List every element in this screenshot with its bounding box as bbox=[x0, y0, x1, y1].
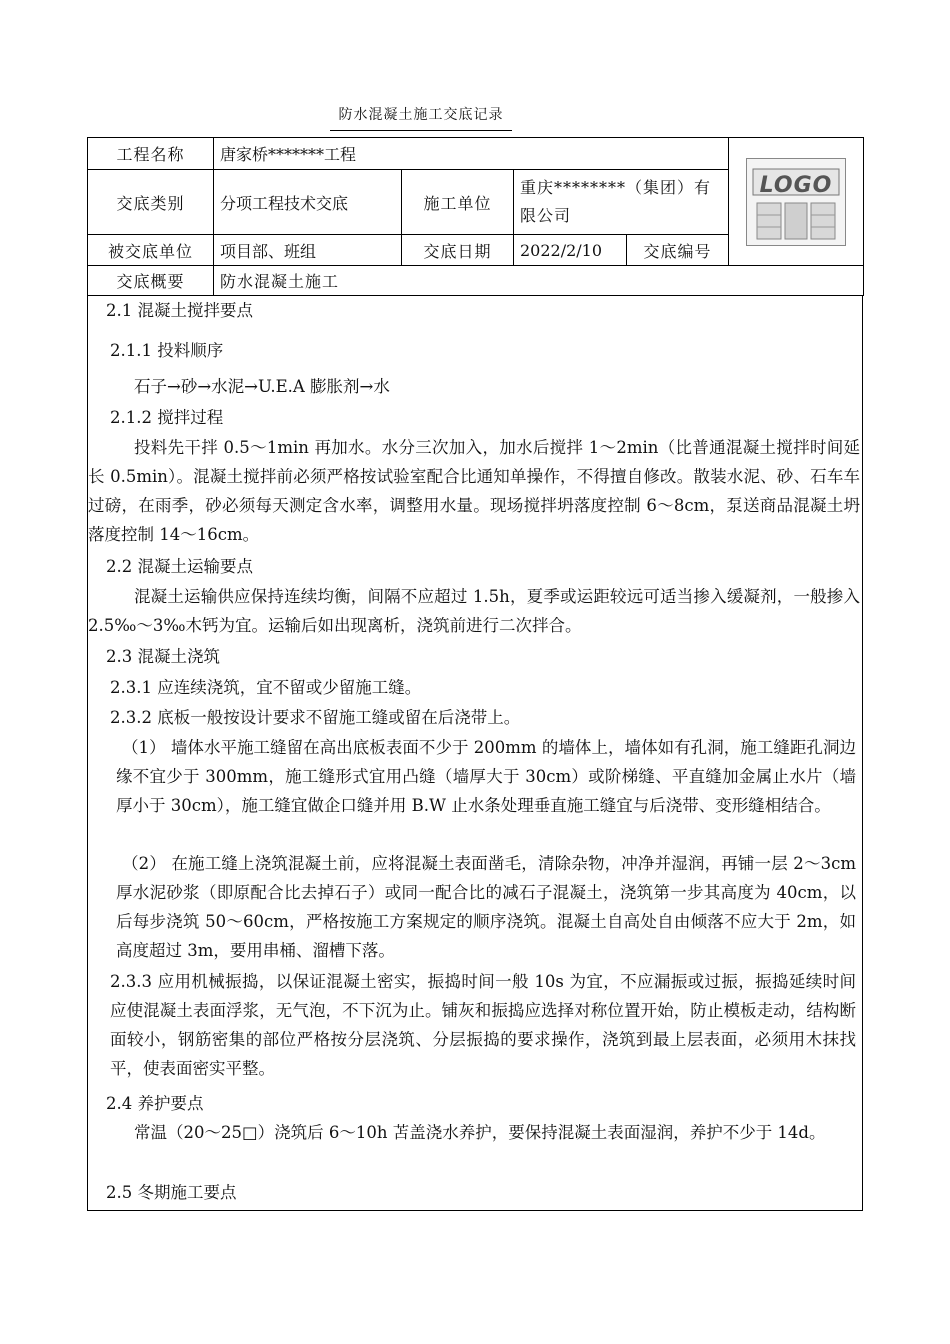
storefront-icon bbox=[747, 159, 845, 245]
content-box bbox=[87, 296, 863, 1211]
type-label: 交底类别 bbox=[88, 170, 214, 235]
logo-cell bbox=[729, 138, 864, 266]
date-value: 2022/2/10 bbox=[514, 235, 627, 266]
summary-label: 交底概要 bbox=[88, 266, 214, 296]
paragraph: 2.3.2 底板一般按设计要求不留施工缝或留在后浇带上。 bbox=[110, 708, 521, 727]
paragraph: 2.3.3 应用机械振捣，以保证混凝土密实，振捣时间一般 10s 为宜，不应漏振或过振，振捣延续时间应使混凝土表面浮浆，无气泡，不下沉为止。铺灰和振捣应选择对称位置开始，防止模板走动，结构断面较小，钢筋密集的部位严格按分层浇筑、分层振捣的要求操作，浇筑到最上层表面，必须用木抹找平，使表面密实平整。 bbox=[110, 972, 856, 1078]
recipient-label: 被交底单位 bbox=[88, 235, 214, 266]
section-heading: 2.2 混凝土运输要点 bbox=[106, 557, 253, 576]
paragraph: 投料先干拌 0.5～1min 再加水。水分三次加入，加水后搅拌 1～2min（比普通混凝土搅拌时间延长 0.5min）。混凝土搅拌前必须严格按试验室配合比通知单操作，不得擅自修改。散装水泥、砂、石车车过磅，在雨季，砂必须每天测定含水率，调整用水量。现场搅拌坍落度控制 6～8cm，泵送商品混凝土坍落度控制 14～16cm。 bbox=[88, 438, 860, 544]
type-value: 分项工程技术交底 bbox=[214, 170, 402, 235]
logo-image bbox=[746, 158, 846, 246]
project-label: 工程名称 bbox=[88, 138, 214, 170]
paragraph: （1） 墙体水平施工缝留在高出底板表面不少于 200mm 的墙体上，墙体如有孔洞，施工缝距孔洞边缘不宜少于 300mm，施工缝形式宜用凸缝（墙厚大于 30cm）或阶梯缝、平直缝加金属止水片（墙厚小于 30cm），施工缝宜做企口缝并用 B.W 止水条处理垂直施工缝宜与后浇带、变形缝相结合。 bbox=[116, 738, 856, 815]
paragraph: 混凝土运输供应保持连续均衡，间隔不应超过 1.5h，夏季或运距较远可适当掺入缓凝剂，一般掺入 2.5‰～3‰木钙为宜。运输后如出现离析，浇筑前进行二次拌合。 bbox=[88, 587, 860, 635]
unit-label: 施工单位 bbox=[402, 170, 514, 235]
unit-value: 重庆********（集团）有限公司 bbox=[514, 170, 729, 235]
section-heading: 2.3 混凝土浇筑 bbox=[106, 647, 220, 666]
document-title: 防水混凝土施工交底记录 bbox=[330, 104, 512, 131]
paragraph: 石子→砂→水泥→U.E.A 膨胀剂→水 bbox=[134, 377, 390, 396]
section-heading: 2.4 养护要点 bbox=[106, 1094, 204, 1113]
paragraph: （2） 在施工缝上浇筑混凝土前，应将混凝土表面凿毛，清除杂物，冲净并湿润，再铺一层 2～3cm 厚水泥砂浆（即原配合比去掉石子）或同一配合比的减石子混凝土，浇筑第一步其高度为 40cm，以后每步浇筑 50～60cm，严格按施工方案规定的顺序浇筑。混凝土自高处自由倾落不应大于 2m，如高度超过 3m，要用串桶、溜槽下落。 bbox=[116, 854, 856, 960]
project-value: 唐家桥*******工程 bbox=[214, 138, 729, 170]
recipient-value: 项目部、班组 bbox=[214, 235, 402, 266]
paragraph: 常温（20～25□）浇筑后 6～10h 苫盖浇水养护，要保持混凝土表面湿润，养护不少于 14d。 bbox=[134, 1123, 826, 1142]
logo-text: LOGO bbox=[759, 172, 833, 198]
paragraph: 2.3.1 应连续浇筑，宜不留或少留施工缝。 bbox=[110, 678, 422, 697]
number-label: 交底编号 bbox=[627, 235, 729, 266]
section-heading: 2.1.2 搅拌过程 bbox=[110, 408, 224, 427]
section-heading: 2.1 混凝土搅拌要点 bbox=[106, 301, 253, 320]
date-label: 交底日期 bbox=[402, 235, 514, 266]
section-heading: 2.5 冬期施工要点 bbox=[106, 1183, 237, 1202]
section-heading: 2.1.1 投料顺序 bbox=[110, 341, 224, 360]
summary-value: 防水混凝土施工 bbox=[214, 266, 864, 296]
header-table bbox=[87, 137, 864, 296]
